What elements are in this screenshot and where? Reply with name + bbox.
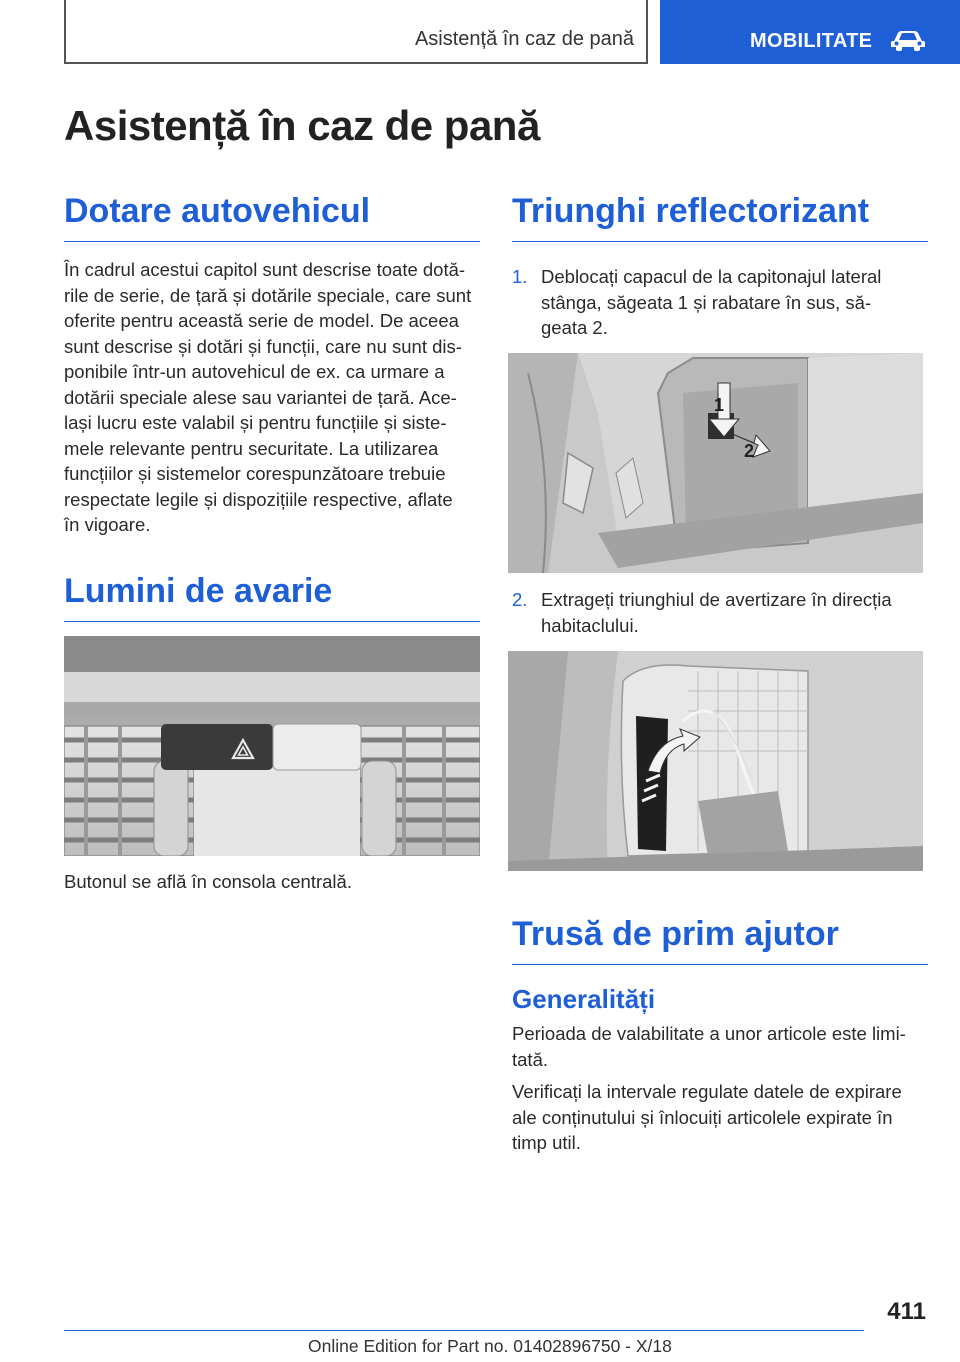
paragraph-trusa-1	[512, 1021, 932, 1072]
heading-trusa: Trusă de prim ajutor	[512, 915, 928, 965]
text-line: Extrageți triunghiul de avertizare în direcția	[541, 589, 892, 610]
text-line: ponibile într-un autovehicul de ex. ca urmare a	[64, 361, 445, 382]
paragraph-trusa-2	[512, 1079, 932, 1156]
heading-lumini: Lumini de avarie	[64, 572, 480, 622]
text-line: lași lucru este valabil și pentru funcțiile și siste‐	[64, 412, 447, 433]
step-text	[541, 264, 881, 341]
arrow-label-2: 2	[744, 441, 755, 461]
text-line: Perioada de valabilitate a unor articole este limi‐	[512, 1023, 906, 1044]
paragraph-dotare	[64, 257, 484, 538]
text-line: stânga, săgeata 1 și rabatare în sus, să‐	[541, 291, 872, 313]
header-chapter-label: MOBILITATE	[750, 30, 873, 52]
heading-dotare: Dotare autovehicul	[64, 192, 480, 242]
header-section-box	[64, 0, 648, 64]
text-line: ale conținutului și înlocuiți articolele expirate în	[512, 1106, 893, 1128]
page-title: Asistență în caz de pană	[64, 102, 540, 149]
text-line: în vigoare.	[64, 514, 151, 535]
text-line: Verificați la intervale regulate datele de expirare	[512, 1081, 902, 1102]
step-text	[541, 587, 892, 638]
text-line: Deblocați capacul de la capitonajul lateral	[541, 266, 882, 287]
text-line: habitaclului.	[541, 614, 639, 636]
text-line: dotării speciale alese sau variantei de țară. Ace‐	[64, 386, 457, 408]
page-number: 411	[887, 1298, 926, 1325]
header-section-title: Asistență în caz de pană	[414, 28, 634, 50]
header-chapter-tab[interactable]	[660, 0, 960, 64]
text-line: În cadrul acestui capitol sunt descrise toate dotă‐	[64, 259, 466, 280]
heading-triunghi: Triunghi reflectorizant	[512, 192, 928, 242]
text-line: respectate legile și dispozițiile respective, aflate	[64, 488, 453, 510]
text-line: geata 2.	[541, 317, 608, 338]
text-line: mele relevante pentru securitate. La utilizarea	[64, 437, 439, 459]
text-line: tată.	[512, 1048, 548, 1070]
text-line: sunt descrise și dotări și funcții, care nu sunt dis‐	[64, 335, 462, 357]
text-line: timp util.	[512, 1132, 581, 1153]
caption-lumini: Butonul se află în consola centrală.	[64, 871, 352, 892]
step-number: 1.	[512, 266, 528, 287]
car-icon	[890, 28, 926, 52]
text-line: oferite pentru această serie de model. De aceea	[64, 310, 459, 331]
footer-divider	[64, 1330, 864, 1331]
subheading-generalitati: Generalități	[512, 984, 656, 1014]
hazard-console-figure	[64, 636, 480, 856]
footer-edition: Online Edition for Part no. 01402896750 - X/18	[308, 1336, 672, 1356]
text-line: funcțiilor și sistemelor corespunzătoare trebuie	[64, 463, 446, 484]
text-line: rile de serie, de țară și dotările speciale, care sunt	[64, 284, 472, 306]
step-number: 2.	[512, 589, 528, 610]
triangle-extraction-figure	[508, 651, 923, 871]
arrow-label-1: 1	[714, 395, 725, 415]
trim-panel-figure	[508, 353, 923, 573]
